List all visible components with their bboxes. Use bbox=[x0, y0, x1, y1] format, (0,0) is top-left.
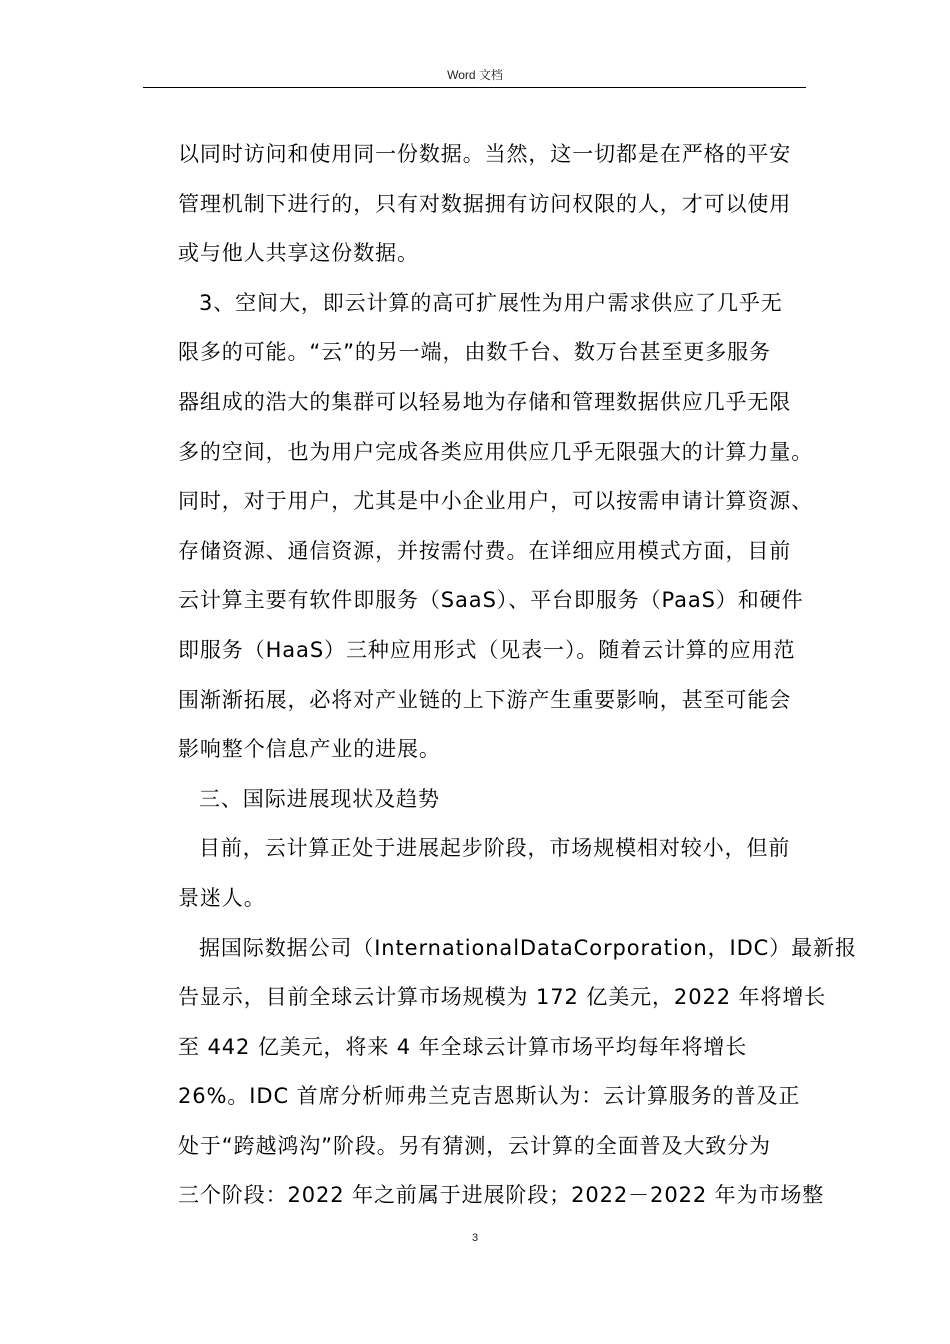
text-line: 或与他人共享这份数据。 bbox=[178, 241, 419, 266]
page-header: Word 文档 bbox=[447, 68, 503, 82]
text-line: 26%。IDC 首席分析师弗兰克吉恩斯认为：云计算服务的普及正 bbox=[178, 1084, 801, 1109]
text-line: 目前，云计算正处于进展起步阶段，市场规模相对较小，但前 bbox=[199, 836, 791, 861]
text-line: 三个阶段：2022 年之前属于进展阶段；2022－2022 年为市场整 bbox=[178, 1183, 825, 1208]
text-line: 处于“跨越鸿沟”阶段。另有猜测，云计算的全面普及大致分为 bbox=[178, 1133, 771, 1158]
text-line: 告显示，目前全球云计算市场规模为 172 亿美元，2022 年将增长 bbox=[178, 985, 827, 1010]
text-line: 即服务（HaaS）三种应用形式（见表一）。随着云计算的应用范 bbox=[178, 637, 796, 662]
text-line: 影响整个信息产业的进展。 bbox=[178, 737, 441, 762]
text-line: 围渐渐拓展，必将对产业链的上下游产生重要影响，甚至可能会 bbox=[178, 687, 792, 712]
text-line: 3、空间大，即云计算的高可扩展性为用户需求供应了几乎无 bbox=[199, 290, 783, 315]
text-line: 同时，对于用户，尤其是中小企业用户，可以按需申请计算资源、 bbox=[178, 489, 814, 514]
text-line: 据国际数据公司（InternationalDataCorporation，IDC）最新报 bbox=[199, 935, 857, 960]
text-line: 存储资源、通信资源，并按需付费。在详细应用模式方面，目前 bbox=[178, 538, 792, 563]
text-line: 以同时访问和使用同一份数据。当然，这一切都是在严格的平安 bbox=[178, 142, 792, 166]
page-number: 3 bbox=[471, 1232, 479, 1244]
document-body bbox=[178, 130, 857, 1221]
text-line: 多的空间，也为用户完成各类应用供应几乎无限强大的计算力量。 bbox=[178, 439, 814, 464]
text-line: 至 442 亿美元，将来 4 年全球云计算市场平均每年将增长 bbox=[178, 1034, 748, 1059]
section-heading: 三、国际进展现状及趋势 bbox=[199, 786, 440, 811]
text-line: 云计算主要有软件即服务（SaaS）、平台即服务（PaaS）和硬件 bbox=[178, 588, 804, 613]
text-line: 管理机制下进行的，只有对数据拥有访问权限的人，才可以使用 bbox=[178, 191, 792, 216]
text-line: 景迷人。 bbox=[178, 885, 266, 910]
text-line: 器组成的浩大的集群可以轻易地为存储和管理数据供应几乎无限 bbox=[178, 389, 792, 414]
text-line: 限多的可能。“云”的另一端，由数千台、数万台甚至更多服务 bbox=[178, 340, 771, 365]
header-divider bbox=[143, 87, 806, 88]
